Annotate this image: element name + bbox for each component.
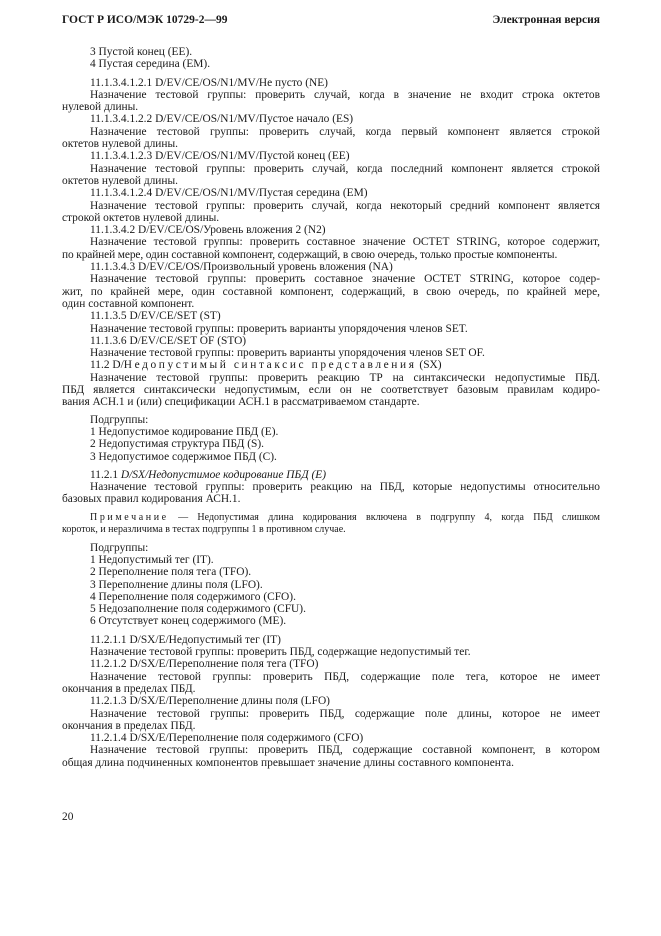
section-heading — [62, 469, 600, 481]
paragraph-line: строкой октетов нулевой длины. — [62, 211, 220, 224]
subgroup-item: 3 Пустой конец (ЕЕ). — [90, 46, 193, 58]
paragraph-line: жит, по крайней мере, один составной компонент, содержащий, в свою очередь, по крайней мере, — [62, 285, 600, 298]
section-heading: 11.2.1.2 D/SX/E/Переполнение поля тега (TFO) — [90, 658, 319, 671]
page-header — [62, 14, 600, 30]
paragraph-line: Назначение тестовой группы: проверить варианты упорядочения членов SET OF. — [90, 347, 485, 360]
paragraph-line: Назначение тестовой группы: проверить ПБД, содержащие недопустимый тег. — [90, 646, 471, 659]
section-code: (SX) — [416, 359, 442, 372]
subgroup-item: 4 Пустая середина (ЕМ). — [90, 58, 211, 71]
paragraph-line: один составной компонент. — [62, 297, 195, 310]
paragraph-line: по крайней мере, один составной компонент, содержащий, в свою очередь, только простые компоненты. — [62, 248, 558, 261]
note-label: Примечание — [90, 511, 169, 523]
section-title-italic: D/SX/Недопустимое кодирование ПБД (Е) — [120, 468, 326, 481]
section-heading: 11.2.1.3 D/SX/E/Переполнение длины поля (LFO) — [90, 695, 330, 708]
note-line: короток, и неразличима в тестах подгруппы 1 в противном случае. — [62, 523, 346, 535]
paragraph-line: Назначение тестовой группы: проверить составное значение OCTET STRING, которое содержит, — [90, 236, 600, 249]
paragraph-line: Назначение тестовой группы: проверить случай, когда некоторый средний компонент является — [90, 199, 600, 212]
section-heading — [62, 359, 600, 371]
section-heading: 11.1.3.4.1.2.2 D/EV/CE/OS/N1/MV/Пустое начало (ES) — [90, 113, 354, 126]
section-heading: 11.1.3.5 D/EV/CE/SET (ST) — [90, 310, 221, 323]
paragraph-line: окончания в пределах ПБД. — [62, 682, 196, 695]
section-heading: 11.1.3.4.1.2.1 D/EV/CE/OS/N1/MV/Не пусто (NE) — [90, 76, 328, 89]
subgroup-item: 3 Недопустимое содержимое ПБД (С). — [90, 450, 277, 463]
subgroup-item: 2 Недопустимая структура ПБД (S). — [90, 438, 264, 451]
note-line — [62, 512, 600, 524]
note-text: — Недопустимая длина кодирования включена в подгруппу 4, когда ПБД слишком — [168, 511, 600, 523]
paragraph-line: Назначение тестовой группы: проверить случай, когда последний компонент является строкой — [90, 162, 600, 175]
paragraph-line: октетов нулевой длины. — [62, 174, 179, 187]
section-title-spaced: Недопустимый синтаксис представления — [123, 359, 417, 372]
section-heading: 11.1.3.4.3 D/EV/CE/OS/Произвольный уровень вложения (NA) — [90, 261, 393, 274]
paragraph-line: окончания в пределах ПБД. — [62, 719, 196, 732]
subgroup-item: 1 Недопустимый тег (IT). — [90, 553, 214, 566]
paragraph-line: базовых правил кодирования АСН.1. — [62, 493, 241, 506]
subgroups-label: Подгруппы: — [90, 541, 149, 554]
paragraph-line: Назначение тестовой группы: проверить варианты упорядочения членов SET. — [90, 322, 468, 335]
subgroups-label: Подгруппы: — [90, 413, 149, 426]
subgroup-item: 5 Недозаполнение поля содержимого (CFU). — [90, 603, 306, 616]
section-heading: 11.2.1.4 D/SX/E/Переполнение поля содержимого (CFO) — [90, 732, 364, 745]
paragraph-line: Назначение тестовой группы: проверить случай, когда в значение не входит строка октетов — [90, 88, 600, 101]
section-number: 11.2.1 — [90, 468, 121, 481]
paragraph-line: Назначение тестовой группы: проверить ПБД, содержащие поле длины, которое не имеет — [90, 707, 600, 720]
paragraph-line: вания АСН.1 и (или) спецификации АСН.1 в рассматриваемом стандарте. — [62, 396, 420, 409]
section-heading: 11.1.3.6 D/EV/CE/SET OF (STO) — [90, 334, 247, 347]
paragraph-line: Назначение тестовой группы: проверить реакцию на ПБД, которые недопустимы относительно — [90, 481, 600, 494]
subgroup-item: 6 Отсутствует конец содержимого (ME). — [90, 615, 287, 628]
section-heading: 11.1.3.4.1.2.4 D/EV/CE/OS/N1/MV/Пустая середина (ЕМ) — [90, 187, 368, 200]
paragraph-line: Назначение тестовой группы: проверить ПБД, содержащие составной компонент, в котором — [90, 744, 600, 757]
paragraph-line: Назначение тестовой группы: проверить ПБД, содержащие поле тега, которое не имеет — [90, 670, 600, 683]
paragraph-line: Назначение тестовой группы: проверить реакцию ТР на синтаксически недопустимые ПБД. — [90, 371, 600, 384]
subgroup-item: 2 Переполнение поля тега (TFO). — [90, 566, 252, 579]
paragraph-line: октетов нулевой длины. — [62, 138, 179, 151]
subgroup-item: 4 Переполнение поля содержимого (CFO). — [90, 590, 296, 603]
standard-designation: ГОСТ Р ИСО/МЭК 10729-2—99 — [62, 14, 228, 26]
edition-label: Электронная версия — [492, 14, 600, 26]
page-number: 20 — [62, 811, 74, 823]
paragraph-line: Назначение тестовой группы: проверить случай, когда первый компонент является строкой — [90, 125, 600, 138]
subgroup-item: 3 Переполнение длины поля (LFO). — [90, 578, 263, 591]
document-page — [62, 14, 600, 769]
section-heading: 11.1.3.4.2 D/EV/CE/OS/Уровень вложения 2 (N2) — [90, 224, 326, 237]
paragraph-line: ПБД является синтаксически недопустимым, если он не соответствует базовым правилам кодиро- — [62, 384, 600, 397]
paragraph-line: общая длина подчиненных компонентов превышает значение длины составного компонента. — [62, 756, 514, 769]
paragraph-line: нулевой длины. — [62, 101, 139, 114]
paragraph-line: Назначение тестовой группы: проверить составное значение OCTET STRING, которое содер- — [90, 273, 600, 286]
section-number: 11.2 D/ — [90, 359, 124, 372]
section-heading: 11.2.1.1 D/SX/E/Недопустимый тег (IT) — [90, 633, 281, 646]
section-heading: 11.1.3.4.1.2.3 D/EV/CE/OS/N1/MV/Пустой конец (ЕЕ) — [90, 150, 350, 163]
subgroup-item: 1 Недопустимое кодирование ПБД (Е). — [90, 425, 279, 438]
